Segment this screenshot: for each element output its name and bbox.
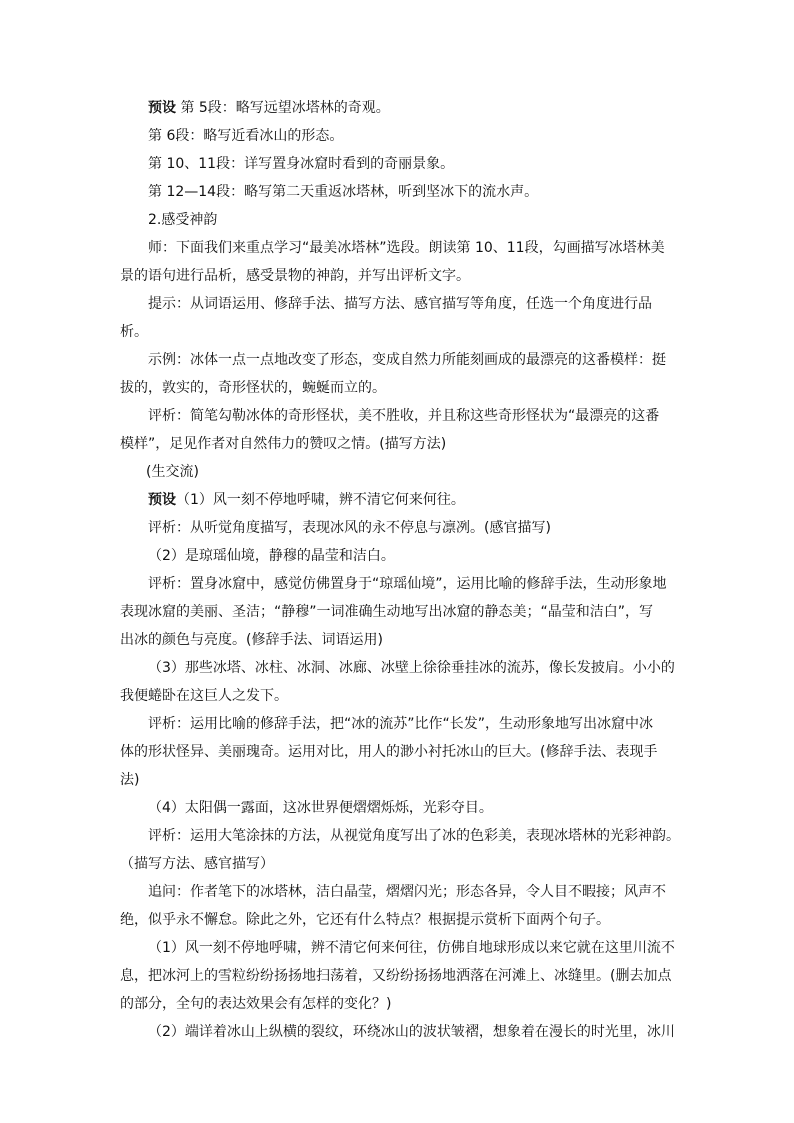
text-line: 拔的，敦实的，奇形怪状的，蜿蜒而立的。 <box>120 380 386 396</box>
text-line: 评析：运用比喻的修辞手法，把“冰的流苏”比作“长发”，生动形象地写出冰窟中冰 <box>148 716 654 732</box>
text-line: (生交流) <box>146 464 199 480</box>
text-line: 析。 <box>120 324 148 340</box>
text-line: 法) <box>120 772 140 788</box>
text-line: 体的形状怪异、美丽瑰奇。运用对比，用人的渺小衬托冰山的巨大。(修辞手法、表现手 <box>120 744 658 760</box>
text-line: 第 10、11段：详写置身冰窟时看到的奇丽景象。 <box>148 156 455 172</box>
text-line: （3）那些冰塔、冰柱、冰洞、冰廊、冰壁上徐徐垂挂冰的流苏，像长发披肩。小小的 <box>148 660 675 676</box>
text-line: （4）太阳偶一露面，这冰世界便熠熠烁烁，光彩夺目。 <box>148 800 493 816</box>
text-line: 表现冰窟的美丽、圣洁；“静穆”一词准确生动地写出冰窟的静态美；“晶莹和洁白”，写 <box>120 604 654 620</box>
text-line: 评析：置身冰窟中，感觉仿佛置身于“琼瑶仙境”，运用比喻的修辞手法，生动形象地 <box>148 576 667 592</box>
text-line: 示例：冰体一点一点地改变了形态，变成自然力所能刻画成的最漂亮的这番模样：挺 <box>148 352 666 368</box>
text-line: （2）是琼瑶仙境，静穆的晶莹和洁白。 <box>148 548 395 564</box>
text-line: 的部分，全句的表达效果会有怎样的变化？) <box>120 996 392 1012</box>
text-line: 评析：从听觉角度描写，表现冰风的永不停息与凛冽。(感官描写) <box>148 520 551 536</box>
text-line: 息，把冰河上的雪粒纷纷扬扬地扫荡着，又纷纷扬扬地洒落在河滩上、冰缝里。(删去加点 <box>120 968 672 984</box>
bold-label: 预设 <box>148 100 176 116</box>
text-line: 景的语句进行品析，感受景物的神韵，并写出评析文字。 <box>120 268 470 284</box>
bold-label: 预设 <box>148 492 176 508</box>
text-line: 评析：运用大笔涂抹的方法，从视觉角度写出了冰的色彩美，表现冰塔林的光彩神韵。 <box>148 828 680 844</box>
text-line: 绝，似乎永不懈怠。除此之外，它还有什么特点？根据提示赏析下面两个句子。 <box>120 912 610 928</box>
text-line: （1）风一刻不停地呼啸，辨不清它何来何往，仿佛自地球形成以来它就在这里川流不 <box>148 940 675 956</box>
text-line: 预设（1）风一刻不停地呼啸，辨不清它何来何往。 <box>148 492 465 508</box>
text-line: 我便蜷卧在这巨人之发下。 <box>120 688 288 704</box>
text-line: 提示：从词语运用、修辞手法、描写方法、感官描写等角度，任选一个角度进行品 <box>148 296 652 312</box>
text-line: 评析：简笔勾勒冰体的奇形怪状，美不胜收，并且称这些奇形怪状为“最漂亮的这番 <box>148 408 660 424</box>
text-line: 模样”，足见作者对自然伟力的赞叹之情。(描写方法) <box>120 436 447 452</box>
text-line: 师：下面我们来重点学习“最美冰塔林”选段。朗读第 10、11段，勾画描写冰塔林美 <box>148 240 665 256</box>
section-heading: 2.感受神韵 <box>148 212 218 228</box>
text-line: 出冰的颜色与亮度。(修辞手法、词语运用) <box>120 632 383 648</box>
text-line: 第 6段：略写近看冰山的形态。 <box>148 128 344 144</box>
text-line: 追问：作者笔下的冰塔林，洁白晶莹，熠熠闪光；形态各异，令人目不暇接；风声不 <box>148 884 666 900</box>
text-line: （描写方法、感官描写） <box>120 856 274 872</box>
text-line: 预设 第 5段：略写远望冰塔林的奇观。 <box>148 100 390 116</box>
document-body <box>120 94 680 1046</box>
text-line: 第 12—14段：略写第二天重返冰塔林，听到坚冰下的流水声。 <box>148 184 539 200</box>
text-line: （2）端详着冰山上纵横的裂纹，环绕冰山的波状皱褶，想象着在漫长的时光里，冰川 <box>148 1024 675 1040</box>
